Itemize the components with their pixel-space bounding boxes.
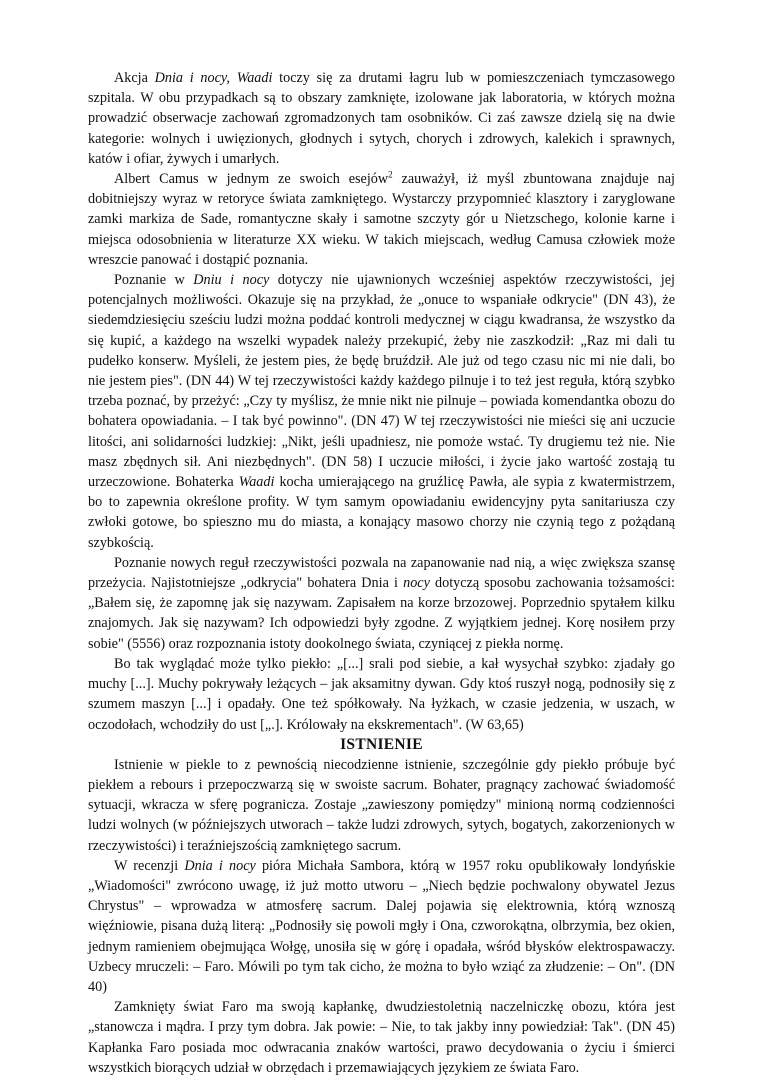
text-segment: Albert Camus w jednym ze swoich esejów	[114, 171, 389, 188]
italic-text: Waadi	[238, 474, 275, 491]
footnote-ref: 2	[388, 169, 393, 180]
body-text-top	[88, 68, 675, 735]
text-segment: Bo tak wyglądać może tylko piekło: „[...] srali pod siebie, a kał wysychał szybko: zjadały go muchy [...]. Muchy pokrywały leżących – jak aksamitny dywan. Gdy ktoś ruszył nogą, podnosiły się z szumem maszyn [...] i opadały. One też spółkowały. Na łyżkach, w czasie jedzenia, w uszach, w oczodołach, wchodziły do ust [„.]. Królowały na ekskrementach". (W 63,65)	[88, 655, 675, 733]
text-segment: kocha umierającego na gruźlicę Pawła, ale sypia z kwatermistrzem, bo to zapewnia określone profity. W tym samym opowiadaniu ewidencyjny pyta sanitariusza czy zwłoki gotowe, bo spieszno mu do miasta, a konający masowo chorzy nie czynią tego z pożądaną szybkością.	[88, 474, 675, 551]
section-heading: ISTNIENIE	[340, 735, 423, 753]
paragraph	[88, 553, 675, 654]
text-segment: Poznanie w	[114, 272, 194, 289]
text-segment: Zamknięty świat Faro ma swoją kapłankę, dwudziestoletnią naczelniczkę obozu, która jest „stanowcza i mądra. I przy tym dobra. Jak powie: – Nie, to tak jakby inny powiedział: Tak". (DN 45) Kapłanka Faro posiada moc odwracania znaków wartości, prawo decydowania o życiu i śmierci wszystkich biorących udział w obrzędach i przemawiających językiem ze świata Faro.	[88, 999, 675, 1076]
italic-text: Dnia i nocy, Waadi	[154, 70, 273, 86]
text-segment: dotyczą sposobu zachowania tożsamości: „Bałem się, że zapomnę jak się nazywam. Zapisałem na korze brzozowej. Poprzednio spytałem kilku znajomych. Jak się nazywam? Ich odpowiedzi były zgodne. Z wyjątkiem jednej. Korę nosiłem przy sobie" (5556) oraz rozpoznania istoty dookolnego świata, czyniącej z piekła normę.	[88, 575, 675, 652]
text-segment: Poznanie nowych reguł rzeczywistości pozwala na zapanowanie nad nią, a więc zwiększa szansę przeżycia. Najistotniejsze „odkrycia" bohatera Dnia i	[88, 554, 675, 592]
text-segment: W recenzji	[114, 857, 185, 874]
paragraph	[88, 755, 675, 856]
paragraph	[88, 270, 675, 553]
text-segment: toczy się za drutami łagru lub w pomieszczeniach tymczasowego szpitala. W obu przypadkach są to obszary zamknięte, izolowane jak laboratoria, w których można prowadzić obserwacje zachowań zgromadzonych tam osobników. Ci zaś zawsze dzielą się na dwie kategorie: wolnych i uwięzionych, głodnych i sytych, chorych i zdrowych, kalekich i sprawnych, katów i ofiar, żywych i umarłych.	[88, 70, 675, 167]
text-segment: Istnienie w piekle to z pewnością niecodzienne istnienie, szczególnie gdy piekło próbuje być piekłem a rebours i przepoczwarzą się w swoiste sacrum. Bohater, pragnący zachować świadomość sytuacji, wkracza w sferę pograniczа. Zostaje „zawieszony pomiędzy" minioną normą codzienności ludzi wolnych (w późniejszych utworach – także ludzi zdrowych, sytych, bogatych, zakorzenionych w rzeczywistości) i teraźniejszością zamkniętego sacrum.	[88, 756, 675, 854]
paragraph	[88, 997, 675, 1078]
paragraph	[88, 856, 675, 997]
paragraph	[88, 654, 675, 735]
italic-text: Dniu i nocy	[193, 272, 270, 289]
italic-text: Dnia i nocy	[184, 857, 256, 874]
paragraph	[88, 169, 675, 270]
text-segment: Akcja	[114, 70, 155, 86]
text-segment: pióra Michała Sambora, którą w 1957 roku opublikowały londyńskie „Wiadomości" zwrócono uwagę, iż już motto utworu – „Niech będzie pochwalony obywatel Jezus Chrystus" – wprowadza w atmosferę sacrum. Dalej pojawia się elektrownia, którą wznoszą więźniowie, pisana dużą literą: „Podnosiły się powoli mgły i Ona, czworokątna, olbrzymia, bez okien, jednym ramieniem obejmująca Wołgę, unosiła się w górę i opadała, wśród błysków elektrospawaczy. Uzbecy mruczeli: – Faro. Mówili po tym tak cicho, że można to było wziąć za złudzenie: – On". (DN 40)	[88, 857, 675, 995]
text-segment: dotyczy nie ujawnionych wcześniej aspektów rzeczywistości, jej potencjalnych możliwości. Okazuje się na przykład, że „onuce to wspaniałe odkrycie" (DN 43), że siedemdziesięciu sześciu ludzi można poddać kontroli medycznej w ciągu kwadransa, że wszystko da się kupić, a każdego na wszelki wypadek należy przekupić, żeby nie zaszkodził: „Raz mi dali tu pudełko konserw. Myśleli, że jestem pies, że będę bruździł. Ale już od tego czasu nic mi nie dali, bo nie jestem pies". (DN 44) W tej rzeczywistości każdy każdego pilnuje i to też jest reguła, którą szybko trzeba poznać, by przeżyć: „Czy ty myślisz, że mnie nikt nie pilnuje – powiada komendantka obozu do bohatera opowiadania. – I tak być powinno". (DN 47) W tej rzeczywistości nie mieści się ani uczucie litości, ani solidarności ludzkiej: „Nikt, jeśli upadniesz, nie pomoże wstać. Ty drugiemu też nie. Nie masz zbędnych sił. Ani niezbędnych". (DN 58) I uczucie miłości, i życie jako wartość zostają tu urzeczowione. Bohaterka	[88, 272, 675, 491]
body-text-bottom	[88, 755, 675, 1078]
italic-text: nocy	[403, 575, 430, 592]
text-segment: zauważył, iż myśl zbuntowana znajduje naj dobitniejszy wyraz w retoryce świata zamkniętego. Wystarczy przypomnieć klasztory i zaryglowane zamki markiza de Sade, romantyczne skały i samotne szczyty gór u Nietzschego, kolonie karne i miejsca odosobnienia w literaturze XX wieku. W takich miejscach, według Camusa człowiek może wreszcie panować i dostąpić poznania.	[88, 171, 675, 268]
paragraph	[88, 68, 675, 169]
